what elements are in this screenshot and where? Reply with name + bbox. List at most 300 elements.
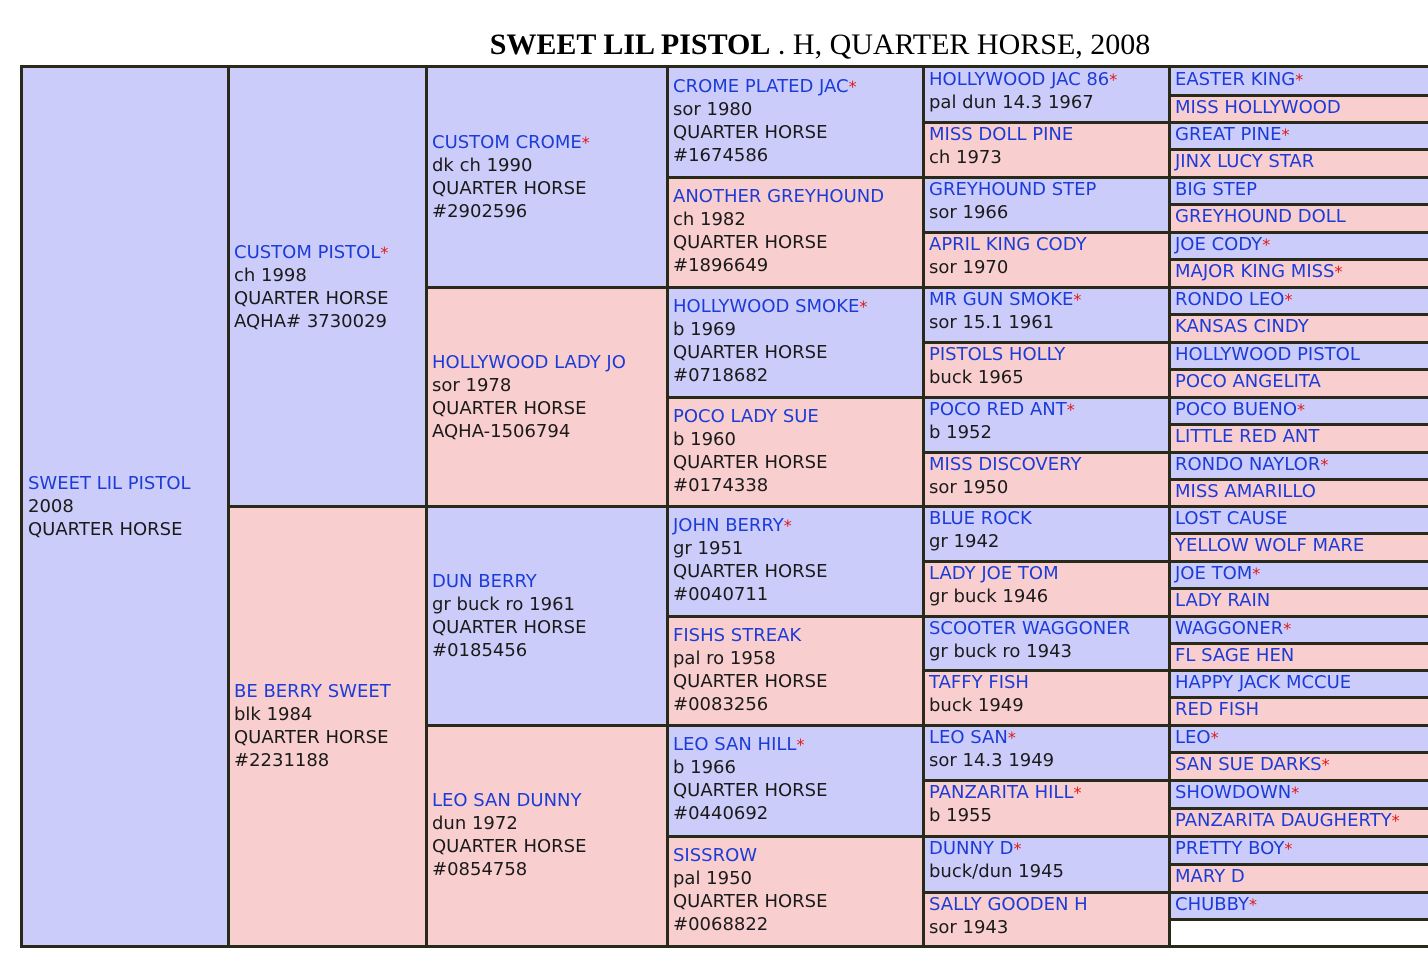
horse-detail-line: sor 1966 (929, 202, 1009, 223)
horse-name-link[interactable]: PANZARITA HILL (929, 782, 1074, 803)
grid-line (1169, 807, 1428, 810)
horse-name-link[interactable]: MISS DOLL PINE (929, 124, 1074, 145)
horse-info (1175, 69, 1428, 91)
horse-name-link[interactable]: BLUE ROCK (929, 508, 1032, 529)
horse-name-link[interactable]: CROME PLATED JAC (673, 76, 849, 97)
grid-line (426, 286, 667, 289)
horse-info (929, 233, 1169, 279)
pedigree-cell-gen5 (1169, 616, 1428, 643)
horse-detail-line: gr buck ro 1943 (929, 641, 1072, 662)
horse-detail-line: #0718682 (673, 365, 769, 386)
grid-line (923, 669, 1169, 672)
horse-name-link[interactable]: LOST CAUSE (1175, 508, 1288, 529)
horse-name-link[interactable]: BIG STEP (1175, 179, 1257, 200)
grid-line (20, 945, 1428, 948)
grid-line (1169, 891, 1428, 894)
horse-name-link[interactable]: LEO SAN DUNNY (432, 790, 582, 811)
grid-line (1169, 696, 1428, 699)
horse-name-link[interactable]: JOHN BERRY (673, 515, 784, 536)
horse-name-link[interactable]: LITTLE RED ANT (1175, 426, 1320, 447)
grid-line (923, 724, 1169, 727)
horse-detail-line: ch 1973 (929, 147, 1002, 168)
horse-name-link[interactable]: MAJOR KING MISS (1175, 261, 1335, 282)
horse-info (1175, 838, 1428, 860)
pedigree-cell-gen2 (426, 287, 667, 506)
horse-detail-line: AQHA# 3730029 (234, 310, 387, 332)
pedigree-cell-gen3 (667, 177, 923, 287)
horse-detail-line: gr buck ro 1961 (432, 593, 575, 615)
grid-line (1169, 286, 1428, 289)
notable-star-marker: * (796, 735, 805, 754)
grid-line (923, 341, 1169, 344)
horse-name-link[interactable]: SCOOTER WAGGONER (929, 618, 1131, 639)
notable-star-marker: * (1013, 839, 1022, 858)
horse-info (929, 562, 1169, 608)
pedigree-cell-gen4 (923, 287, 1169, 342)
pedigree-cell-gen4 (923, 232, 1169, 287)
pedigree-cell-gen5 (1169, 919, 1428, 945)
grid-line (1169, 451, 1428, 454)
horse-detail-line: ch 1998 (234, 264, 307, 286)
grid-line (1169, 532, 1428, 535)
horse-name-link[interactable]: CHUBBY (1175, 894, 1249, 915)
pedigree-cell-gen5 (1169, 752, 1428, 780)
pedigree-cell-gen5 (1169, 479, 1428, 506)
pedigree-cell-gen4 (923, 561, 1169, 616)
pedigree-cell-gen4 (923, 342, 1169, 397)
pedigree-cell-gen5 (1169, 177, 1428, 204)
horse-name-link[interactable]: LEO SAN (929, 727, 1008, 748)
pedigree-cell-gen2 (426, 725, 667, 945)
horse-name-link[interactable]: APRIL KING CODY (929, 234, 1087, 255)
horse-name-link[interactable]: FISHS STREAK (673, 625, 802, 646)
pedigree-cell-gen4 (923, 670, 1169, 725)
horse-name-link[interactable]: RONDO LEO (1175, 289, 1285, 310)
grid-line (923, 231, 1169, 234)
notable-star-marker: * (1281, 125, 1290, 144)
pedigree-cell-gen4 (923, 892, 1169, 945)
horse-detail-line: #0185456 (432, 639, 528, 661)
notable-star-marker: * (1295, 70, 1304, 89)
grid-line (667, 505, 923, 508)
horse-info (673, 514, 923, 606)
notable-star-marker: * (1066, 400, 1075, 419)
horse-info (929, 781, 1169, 827)
horse-info (673, 844, 923, 936)
grid-line (1169, 478, 1428, 481)
horse-name-link[interactable]: RONDO NAYLOR (1175, 454, 1321, 475)
horse-detail-line: buck/dun 1945 (929, 861, 1064, 882)
pedigree-cell-gen4 (923, 836, 1169, 892)
pedigree-cell-gen1 (228, 67, 426, 506)
horse-info (1175, 754, 1428, 776)
grid-line (923, 451, 1169, 454)
horse-detail-line: QUARTER HORSE (673, 561, 828, 582)
notable-star-marker: * (1297, 400, 1306, 419)
horse-info (929, 68, 1169, 114)
pedigree-cell-gen5 (1169, 149, 1428, 177)
horse-detail-line: b 1955 (929, 805, 992, 826)
horse-detail-line: #1674586 (673, 145, 769, 166)
notable-star-marker: * (1291, 783, 1300, 802)
grid-line (1169, 587, 1428, 590)
horse-info (1175, 866, 1428, 888)
grid-line (1169, 642, 1428, 645)
horse-name-link[interactable]: GREAT PINE (1175, 124, 1282, 145)
horse-info (929, 837, 1169, 883)
horse-info (929, 617, 1169, 663)
notable-star-marker: * (848, 77, 857, 96)
pedigree-cell-gen5 (1169, 697, 1428, 725)
horse-detail-line: QUARTER HORSE (673, 780, 828, 801)
horse-name-link[interactable]: PANZARITA DAUGHERTY (1175, 810, 1392, 831)
grid-line (1169, 396, 1428, 399)
horse-name-link[interactable]: JOE TOM (1175, 563, 1253, 584)
horse-name-link[interactable]: EASTER KING (1175, 69, 1296, 90)
horse-detail-line: QUARTER HORSE (432, 178, 587, 199)
grid-line (1169, 669, 1428, 672)
horse-detail-line: QUARTER HORSE (432, 836, 587, 857)
grid-line (667, 286, 923, 289)
grid-line (1169, 863, 1428, 866)
horse-detail-line: dun 1972 (432, 813, 518, 834)
horse-info (1175, 97, 1428, 119)
title-horse-name: SWEET LIL PISTOL (489, 28, 771, 61)
horse-name-link[interactable]: LADY JOE TOM (929, 563, 1059, 584)
horse-detail-line: gr 1951 (673, 538, 744, 559)
horse-name-link[interactable]: HOLLYWOOD JAC 86 (929, 69, 1110, 90)
horse-info (1175, 261, 1428, 283)
pedigree-cell-gen4 (923, 122, 1169, 177)
grid-line (1169, 94, 1428, 97)
horse-detail-line: #0854758 (432, 859, 528, 880)
horse-detail-line: #0068822 (673, 914, 769, 935)
horse-info (1175, 618, 1428, 640)
horse-detail-line: b 1960 (673, 429, 736, 450)
horse-name-link[interactable]: SALLY GOODEN H (929, 894, 1088, 915)
horse-detail-line: QUARTER HORSE (673, 891, 828, 912)
horse-name-link[interactable]: HOLLYWOOD SMOKE (673, 296, 860, 317)
pedigree-cell-gen5 (1169, 643, 1428, 670)
notable-star-marker: * (1073, 290, 1082, 309)
horse-name-link[interactable]: DUNNY D (929, 838, 1014, 859)
grid-line (667, 724, 923, 727)
horse-info (1175, 727, 1428, 749)
grid-line (923, 396, 1169, 399)
horse-name-link[interactable]: LEO SAN HILL (673, 734, 797, 755)
pedigree-cell-gen3 (667, 506, 923, 616)
grid-line (667, 396, 923, 399)
notable-star-marker: * (1252, 564, 1261, 583)
horse-detail-line: b 1969 (673, 319, 736, 340)
horse-detail-line: #2231188 (234, 749, 330, 771)
pedigree-cell-gen5 (1169, 232, 1428, 259)
horse-info (1175, 234, 1428, 256)
notable-star-marker: * (1249, 895, 1257, 914)
pedigree-cell-gen5 (1169, 342, 1428, 369)
horse-detail-line: buck 1949 (929, 695, 1024, 716)
horse-detail-line: QUARTER HORSE (673, 342, 828, 363)
horse-detail-line: pal ro 1958 (673, 648, 776, 669)
notable-star-marker: * (1334, 262, 1343, 281)
horse-detail-line: #0174338 (673, 475, 769, 496)
horse-detail-line: blk 1984 (234, 703, 313, 725)
horse-name-link[interactable]: HAPPY JACK MCCUE (1175, 672, 1352, 693)
horse-info (673, 733, 923, 825)
horse-detail-line: #2902596 (432, 201, 528, 222)
grid-line (667, 835, 923, 838)
pedigree-cell-gen2 (426, 67, 667, 287)
horse-name-link[interactable]: KANSAS CINDY (1175, 316, 1309, 337)
grid-line (20, 65, 1428, 68)
horse-info (929, 178, 1169, 224)
horse-detail-line: QUARTER HORSE (673, 452, 828, 473)
horse-detail-line: QUARTER HORSE (673, 232, 828, 253)
pedigree-cell-gen5 (1169, 506, 1428, 533)
horse-name-link[interactable]: MISS AMARILLO (1175, 481, 1316, 502)
notable-star-marker: * (1109, 70, 1118, 89)
horse-info (234, 680, 426, 772)
horse-name-link[interactable]: MR GUN SMOKE (929, 289, 1074, 310)
horse-detail-line: b 1952 (929, 422, 992, 443)
grid-line (1169, 615, 1428, 618)
horse-info (929, 671, 1169, 717)
notable-star-marker: * (859, 297, 868, 316)
grid-line (1169, 231, 1428, 234)
horse-name-link[interactable]: JINX LUCY STAR (1175, 151, 1315, 172)
horse-detail-line: gr buck 1946 (929, 586, 1049, 607)
horse-name-link[interactable]: HOLLYWOOD PISTOL (1175, 344, 1360, 365)
horse-info (673, 624, 923, 716)
horse-info (929, 288, 1169, 334)
horse-detail-line: #0440692 (673, 803, 769, 824)
horse-info (1175, 344, 1428, 366)
horse-info (929, 453, 1169, 499)
horse-name-link[interactable]: BE BERRY SWEET (234, 680, 391, 702)
horse-name-link[interactable]: CUSTOM CROME (432, 132, 582, 153)
horse-info (1175, 672, 1428, 694)
horse-detail-line: sor 1943 (929, 917, 1009, 938)
pedigree-cell-gen5 (1169, 533, 1428, 561)
horse-name-link[interactable]: GREYHOUND DOLL (1175, 206, 1346, 227)
notable-star-marker: * (783, 516, 792, 535)
grid-line (1169, 560, 1428, 563)
horse-info (1175, 151, 1428, 173)
pedigree-cell-gen5 (1169, 892, 1428, 919)
horse-name-link[interactable]: SWEET LIL PISTOL (28, 472, 191, 494)
horse-detail-line: 2008 (28, 495, 74, 517)
horse-info (673, 405, 923, 497)
horse-detail-line: #0040711 (673, 584, 769, 605)
horse-info (673, 185, 923, 277)
horse-name-link[interactable]: POCO ANGELITA (1175, 371, 1321, 392)
grid-line (1169, 505, 1428, 508)
horse-info (1175, 782, 1428, 804)
pedigree-cell-gen5 (1169, 369, 1428, 397)
horse-name-link[interactable]: YELLOW WOLF MARE (1175, 535, 1365, 556)
grid-line (1169, 724, 1428, 727)
horse-detail-line: buck 1965 (929, 367, 1024, 388)
horse-info (1175, 590, 1428, 612)
grid-line (1169, 341, 1428, 344)
horse-info (929, 893, 1169, 939)
horse-detail-line: AQHA-1506794 (432, 420, 571, 442)
horse-info (1175, 289, 1428, 311)
horse-detail-line: b 1966 (673, 757, 736, 778)
horse-detail-line: #1896649 (673, 255, 769, 276)
horse-name-link[interactable]: LEO (1175, 727, 1211, 748)
horse-name-link[interactable]: SISSROW (673, 845, 758, 866)
grid-line (1169, 918, 1428, 921)
pedigree-cell-gen5 (1169, 397, 1428, 424)
grid-line (923, 176, 1169, 179)
grid-line (923, 615, 1169, 618)
horse-name-link[interactable]: MISS HOLLYWOOD (1175, 97, 1341, 118)
grid-line (1169, 313, 1428, 316)
pedigree-cell-gen5 (1169, 314, 1428, 342)
horse-info (432, 570, 667, 662)
grid-line (1169, 148, 1428, 151)
grid-line (1169, 368, 1428, 371)
horse-detail-line: gr 1942 (929, 531, 1000, 552)
notable-star-marker: * (1284, 839, 1293, 858)
horse-name-link[interactable]: POCO LADY SUE (673, 406, 819, 427)
pedigree-cell-gen4 (923, 725, 1169, 780)
horse-info (432, 789, 667, 881)
pedigree-cell-gen5 (1169, 725, 1428, 752)
horse-name-link[interactable]: JOE CODY (1175, 234, 1263, 255)
notable-star-marker: * (1073, 783, 1082, 802)
horse-info (1175, 481, 1428, 503)
pedigree-cell-gen5 (1169, 452, 1428, 479)
horse-info (1175, 124, 1428, 146)
pedigree-cell-gen0 (22, 67, 228, 945)
notable-star-marker: * (1320, 455, 1329, 474)
grid-line (923, 560, 1169, 563)
horse-name-link[interactable]: FL SAGE HEN (1175, 645, 1295, 666)
pedigree-cell-gen5 (1169, 122, 1428, 149)
pedigree-cell-gen3 (667, 836, 923, 945)
horse-detail-line: pal 1950 (673, 868, 752, 889)
grid-line (1169, 751, 1428, 754)
horse-detail-line: QUARTER HORSE (234, 287, 389, 309)
grid-line (1169, 779, 1428, 782)
pedigree-cell-gen4 (923, 616, 1169, 670)
horse-name-link[interactable]: LADY RAIN (1175, 590, 1271, 611)
horse-info (929, 343, 1169, 389)
grid-line (923, 835, 1169, 838)
pedigree-cell-gen5 (1169, 808, 1428, 836)
pedigree-cell-gen4 (923, 506, 1169, 561)
notable-star-marker: * (581, 133, 590, 152)
pedigree-cell-gen3 (667, 67, 923, 177)
grid-line (426, 724, 667, 727)
horse-name-link[interactable]: WAGGONER (1175, 618, 1284, 639)
horse-name-link[interactable]: DUN BERRY (432, 570, 537, 592)
horse-detail-line: ch 1982 (673, 209, 746, 230)
horse-name-link[interactable]: CUSTOM PISTOL (234, 241, 381, 263)
pedigree-cell-gen5 (1169, 588, 1428, 616)
horse-name-link[interactable]: MARY D (1175, 866, 1245, 887)
horse-info (1175, 810, 1428, 832)
horse-name-link[interactable]: SAN SUE DARKS (1175, 754, 1322, 775)
title-details: . H, QUARTER HORSE, 2008 (770, 28, 1151, 61)
horse-name-link[interactable]: PRETTY BOY (1175, 838, 1285, 859)
grid-line (228, 505, 426, 508)
notable-star-marker: * (380, 242, 389, 262)
grid-line (923, 779, 1169, 782)
grid-line (1169, 258, 1428, 261)
horse-info (234, 241, 426, 333)
grid-line (923, 505, 1169, 508)
notable-star-marker: * (1321, 755, 1330, 774)
horse-detail-line: QUARTER HORSE (28, 518, 183, 540)
horse-name-link[interactable]: HOLLYWOOD LADY JO (432, 351, 626, 373)
horse-detail-line: sor 1978 (432, 374, 512, 396)
horse-info (929, 507, 1169, 553)
pedigree-cell-gen5 (1169, 259, 1428, 287)
horse-name-link[interactable]: POCO RED ANT (929, 399, 1067, 420)
pedigree-cell-gen5 (1169, 287, 1428, 314)
horse-name-link[interactable]: PISTOLS HOLLY (929, 344, 1066, 365)
pedigree-cell-gen3 (667, 616, 923, 725)
horse-detail-line: QUARTER HORSE (673, 671, 828, 692)
horse-info (1175, 371, 1428, 393)
horse-detail-line: sor 1970 (929, 257, 1009, 278)
horse-name-link[interactable]: TAFFY FISH (929, 672, 1029, 693)
horse-detail-line: #0083256 (673, 694, 769, 715)
horse-name-link[interactable]: POCO BUENO (1175, 399, 1298, 420)
horse-name-link[interactable]: ANOTHER GREYHOUND (673, 186, 885, 207)
grid-line (923, 891, 1169, 894)
horse-info (1175, 535, 1428, 557)
notable-star-marker: * (1391, 811, 1400, 830)
pedigree-cell-gen5 (1169, 864, 1428, 892)
horse-detail-line: dk ch 1990 (432, 155, 533, 176)
horse-info (1175, 206, 1428, 228)
horse-info (929, 123, 1169, 169)
notable-star-marker: * (1210, 728, 1219, 747)
page-title (0, 28, 1428, 62)
grid-line (923, 286, 1169, 289)
grid-line (426, 505, 667, 508)
horse-name-link[interactable]: RED FISH (1175, 699, 1260, 720)
grid-line (667, 615, 923, 618)
horse-info (28, 472, 228, 541)
horse-info (1175, 508, 1428, 530)
horse-info (1175, 563, 1428, 585)
grid-line (923, 121, 1169, 124)
horse-detail-line: pal dun 14.3 1967 (929, 92, 1094, 113)
pedigree-cell-gen3 (667, 725, 923, 836)
pedigree-cell-gen4 (923, 177, 1169, 232)
horse-info (673, 75, 923, 167)
horse-name-link[interactable]: SHOWDOWN (1175, 782, 1292, 803)
grid-line (1169, 121, 1428, 124)
horse-name-link[interactable]: GREYHOUND STEP (929, 179, 1097, 200)
horse-detail-line: sor 15.1 1961 (929, 312, 1055, 333)
pedigree-cell-gen3 (667, 287, 923, 397)
grid-line (1169, 835, 1428, 838)
horse-name-link[interactable]: MISS DISCOVERY (929, 454, 1082, 475)
notable-star-marker: * (1007, 728, 1016, 747)
pedigree-cell-gen1 (228, 506, 426, 945)
pedigree-cell-gen5 (1169, 67, 1428, 95)
notable-star-marker: * (1262, 235, 1271, 254)
notable-star-marker: * (1284, 290, 1293, 309)
horse-info (1175, 894, 1428, 916)
pedigree-cell-gen5 (1169, 95, 1428, 122)
